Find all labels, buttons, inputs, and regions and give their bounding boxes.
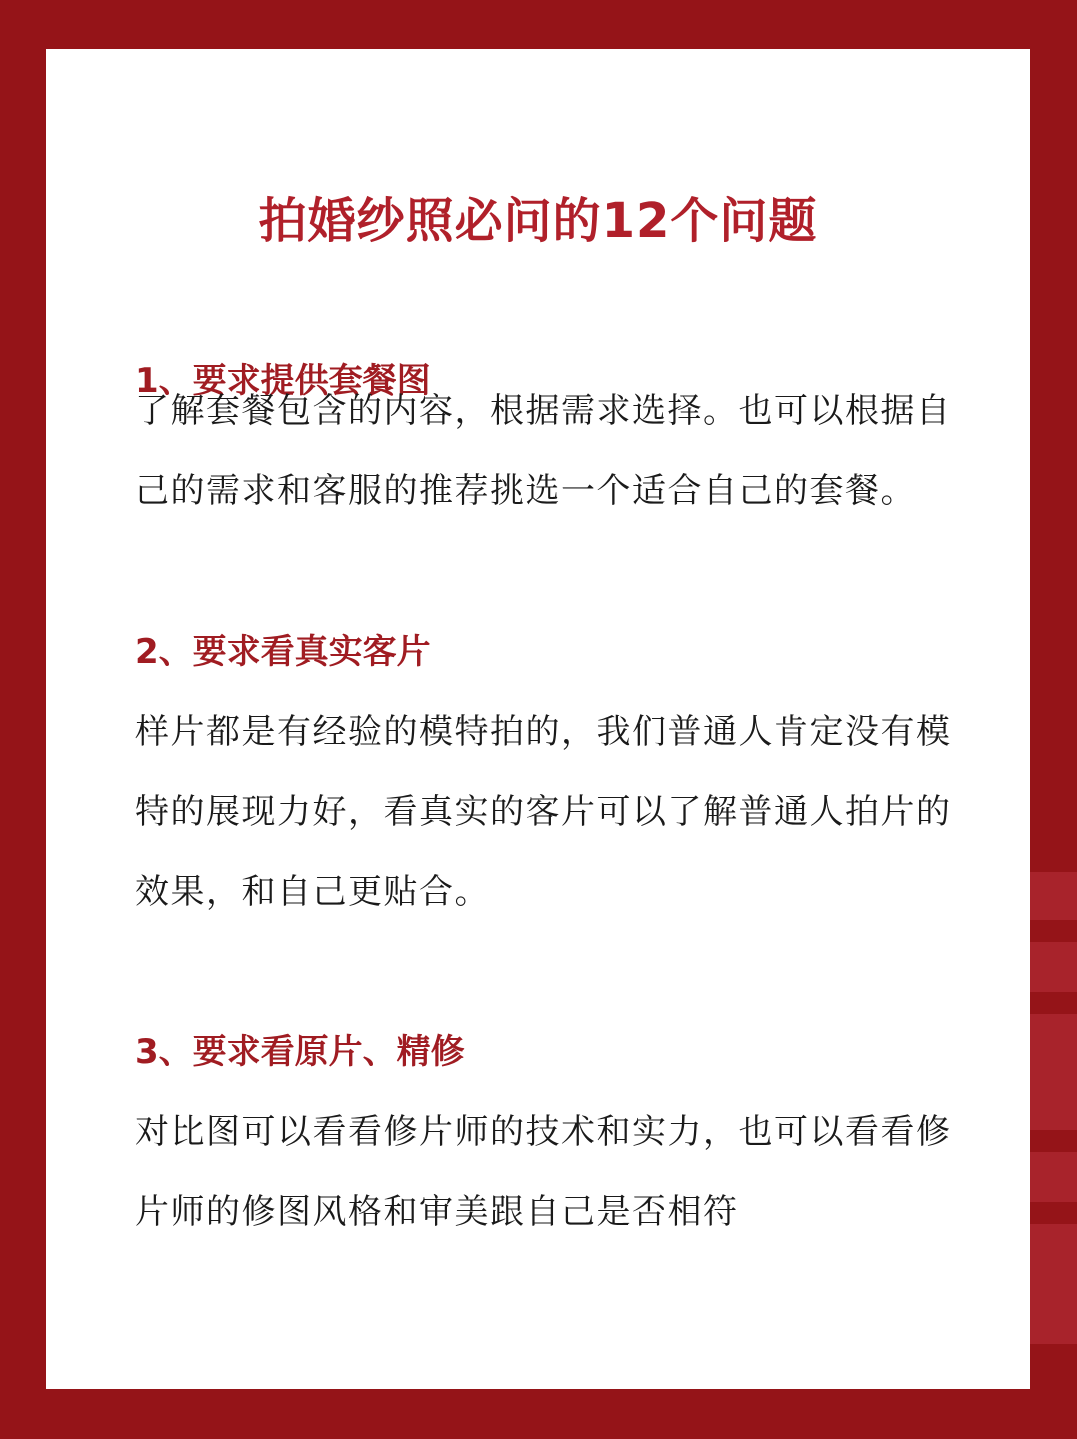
section-heading: 3、要求看原片、精修 bbox=[135, 1032, 465, 1072]
section-body: 样片都是有经验的模特拍的，我们普通人肯定没有模特的展现力好，看真实的客片可以了解普通人拍片的效果，和自己更贴合。 bbox=[135, 712, 952, 912]
content-card bbox=[46, 49, 1030, 1389]
side-stripe bbox=[1030, 1224, 1077, 1344]
side-stripe bbox=[1030, 1152, 1077, 1202]
side-stripe bbox=[1030, 1014, 1077, 1130]
section-body: 了解套餐包含的内容，根据需求选择。也可以根据自己的需求和客服的推荐挑选一个适合自己的套餐。 bbox=[135, 391, 952, 511]
side-stripe bbox=[1030, 942, 1077, 992]
side-stripe bbox=[1030, 872, 1077, 920]
section-heading: 2、要求看真实客片 bbox=[135, 632, 431, 672]
section-heading: 1、要求提供套餐图 bbox=[135, 361, 431, 401]
page-title: 拍婚纱照必问的12个问题 bbox=[258, 193, 818, 249]
section-body: 对比图可以看看修片师的技术和实力，也可以看看修片师的修图风格和审美跟自己是否相符 bbox=[135, 1112, 952, 1232]
